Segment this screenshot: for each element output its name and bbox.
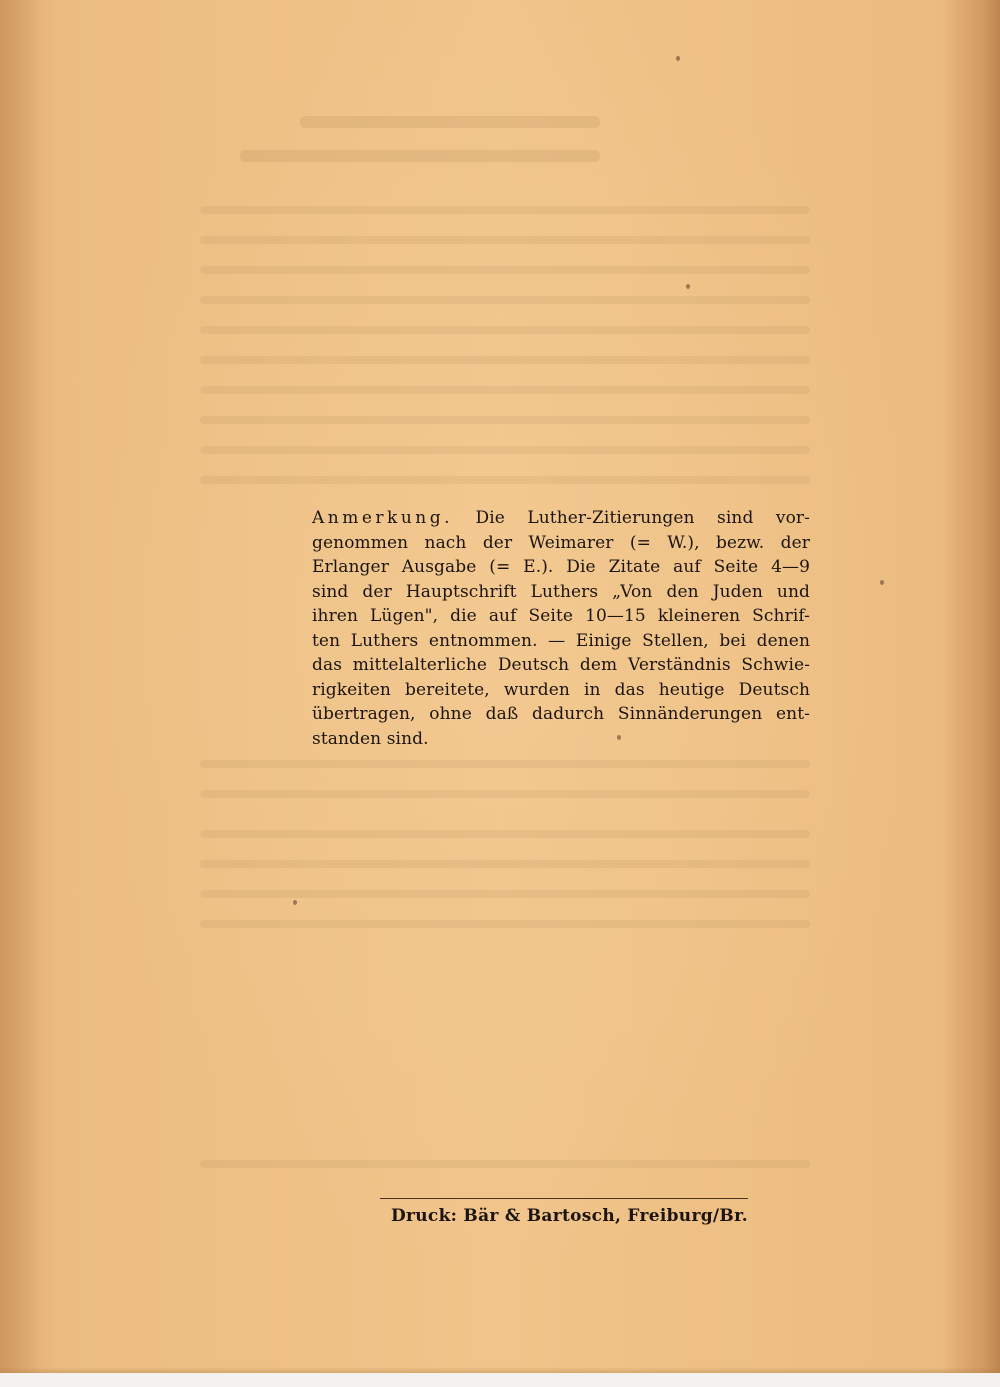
bleed-through-line: [200, 296, 810, 304]
printer-imprint: Druck: Bär & Bartosch, Freiburg/Br.: [390, 1206, 748, 1226]
annotation-paragraph: [312, 506, 810, 751]
paper-speck: [293, 900, 297, 905]
annotation-line: [312, 506, 810, 531]
bleed-through-line: [200, 386, 810, 394]
bleed-through-line: [200, 326, 810, 334]
bleed-through-line: [200, 476, 810, 484]
bleed-through-line: [200, 266, 810, 274]
bleed-through-line: [200, 446, 810, 454]
annotation-line: ihren Lügen", die auf Seite 10—15 kleineren Schrif-: [312, 606, 810, 626]
paper-edge-right: [945, 0, 1000, 1387]
imprint-divider: [380, 1198, 748, 1199]
annotation-lead-word: Anmerkung.: [312, 508, 454, 528]
annotation-line: übertragen, ohne daß dadurch Sinnänderungen ent-: [312, 704, 810, 724]
annotation-line: standen sind.: [312, 728, 429, 749]
bleed-through-line: [200, 206, 810, 214]
bleed-through-line: [200, 920, 810, 928]
bleed-through-line: [200, 356, 810, 364]
bleed-through-line: [200, 830, 810, 838]
bleed-through-subtitle: [240, 150, 600, 162]
paper-speck: [880, 580, 884, 585]
paper-edge-left: [0, 0, 40, 1387]
bleed-through-line: [200, 860, 810, 868]
bleed-through-line: [200, 890, 810, 898]
annotation-line: ten Luthers entnommen. — Einige Stellen, bei denen: [312, 630, 810, 651]
annotation-line: genommen nach der Weimarer (= W.), bezw. der: [312, 532, 810, 553]
annotation-line: rigkeiten bereitete, wurden in das heutige Deutsch: [312, 679, 810, 700]
bleed-through-line: [200, 236, 810, 244]
bleed-through-line: [200, 790, 810, 798]
bleed-through-line: [200, 416, 810, 424]
paper-speck: [686, 284, 690, 289]
bleed-through-line: [200, 760, 810, 768]
annotation-line: das mittelalterliche Deutsch dem Verständnis Schwie-: [312, 655, 810, 675]
paper-edge-bottom: [0, 1373, 1000, 1387]
bleed-through-title: [300, 116, 600, 128]
annotation-line: sind der Hauptschrift Luthers „Von den Juden und: [312, 581, 810, 602]
annotation-line: Erlanger Ausgabe (= E.). Die Zitate auf Seite 4—9: [312, 557, 810, 577]
paper-speck: [676, 56, 680, 61]
bleed-through-line: [200, 1160, 810, 1168]
annotation-line-text: Die Luther-Zitierungen sind vor-: [475, 508, 810, 528]
